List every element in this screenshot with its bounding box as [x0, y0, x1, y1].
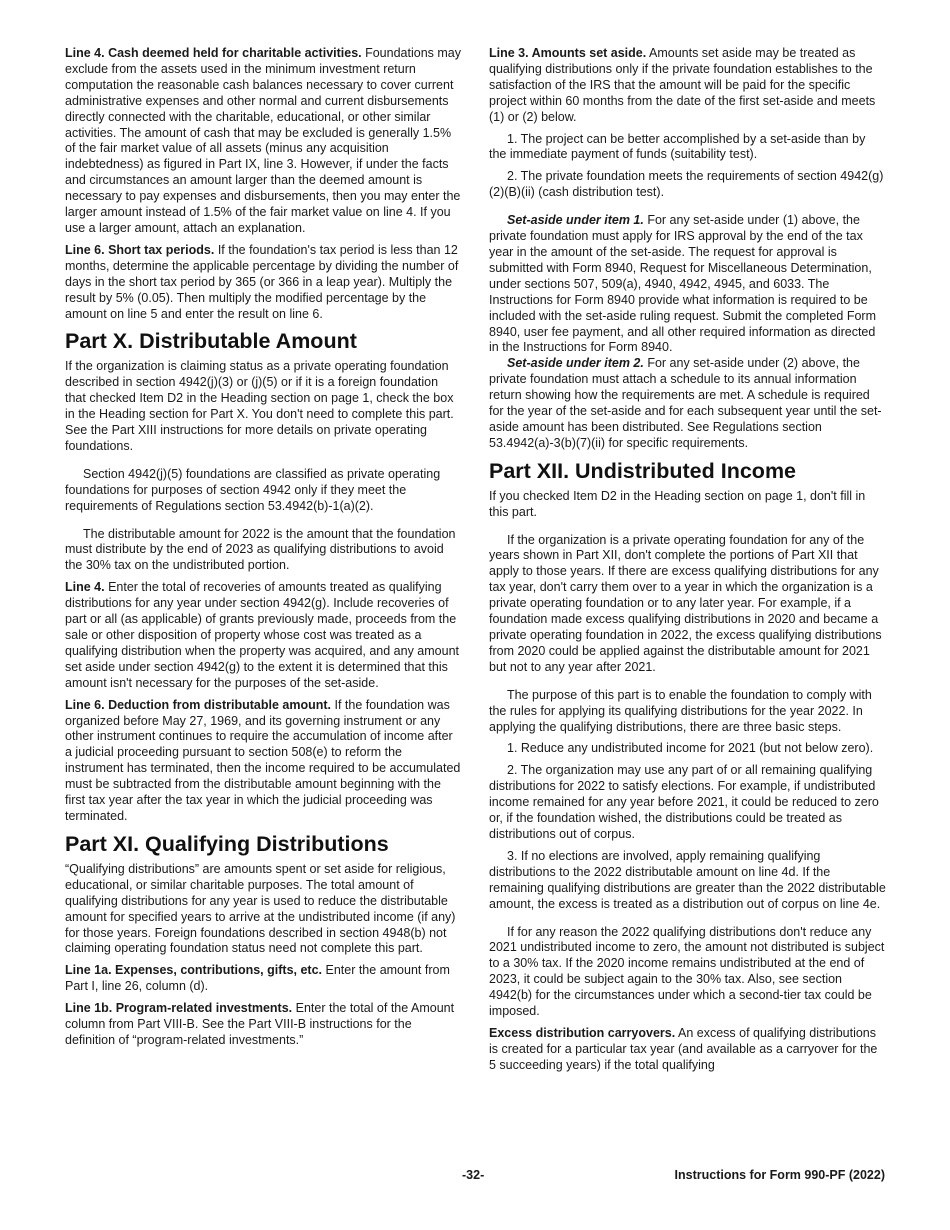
part-x-line4-paragraph [65, 580, 462, 691]
part-x-distributable-note: The distributable amount for 2022 is the amount that the foundation must distribute by the end of 2023 as qualifying distributions to avoid the 30% tax on the undistributed portion. [65, 526, 456, 573]
part-xii-intro: If you checked Item D2 in the Heading section on page 1, don't fill in this part. [489, 488, 866, 519]
line3-text: Amounts set aside may be treated as qualifying distributions only if the private foundation establishes to the satisfaction of the IRS that the amount will be paid for the specific project within 60 months from the date of the first set-aside and meets (1) or (2) below. [489, 46, 876, 124]
setaside-1-heading: Set-aside under item 1. [507, 213, 644, 228]
setaside-2-paragraph [489, 356, 886, 451]
line1a-heading: Line 1a. Expenses, contributions, gifts, etc. [65, 963, 323, 978]
line6-short-text: If the foundation's tax period is less than 12 months, determine the applicable percentage by dividing the number of days in the short tax period by 365 (or 366 in a leap year). Multiply the result by 5% (0.05). Then multiply the modified percentage by the amount on line 5 and enter the result on line 6. [65, 242, 459, 321]
part-x-intro: If the organization is claiming status as a private operating foundation described in section 4942(j)(3) or (j)(5) or if it is a foreign foundation that checked Item D2 in the Heading section on page 1, check the box in the Heading section for Part X. You don't need to complete this part. See the Part XIII instructions for more details on private operating foundations. [65, 359, 454, 453]
setaside-2-text: For any set-aside under (2) above, the private foundation must attach a schedule to its annual information return showing how the requirements are met. A schedule is required for the year of the set-aside and for each subsequent year until the set-aside amount has been distributed. See Regulations section 53.4942(a)-3(b)(7)(ii) for specific requirements. [489, 356, 882, 450]
line4-cash-heading: Line 4. Cash deemed held for charitable activities. [65, 46, 362, 60]
line1b-heading: Line 1b. Program-related investments. [65, 1001, 293, 1016]
line4-cash-paragraph [65, 46, 462, 237]
part-xii-tax-note: If for any reason the 2022 qualifying distributions don't reduce any 2021 undistributed income to zero, the amount not distributed is subject to a 30% tax. If the 2020 income remains undistributed at the end of 2023, it could be subject again to the 30% tax. Also, see section 4942(b) for the circumstances under which a second-tier tax could be imposed. [489, 924, 885, 1019]
setaside-2-heading: Set-aside under item 2. [507, 356, 644, 371]
left-column [65, 46, 462, 1055]
part-xi-heading: Part XI. Qualifying Distributions [65, 831, 389, 856]
line4-cash-text: Foundations may exclude from the assets used in the minimum investment return computation the reasonable cash balances necessary to cover current administrative expenses and other normal and current disbursements directly connected with the charitable, educational, or other similar activities. The amount of cash that may be excluded is generally 1.5% of the fair market value of all assets (minus any acquisition indebtedness) as figured in Part IX, line 3. However, if under the facts and circumstances an amount larger than the deemed amount is necessary to pay expenses and disbursements, then you may enter the larger amount instead of 1.5% of the fair market value on line 4. If you use a larger amount, attach an explanation. [65, 46, 461, 235]
setaside-1-paragraph [489, 213, 886, 356]
part-xii-step-1: 1. Reduce any undistributed income for 2021 (but not below zero). [507, 741, 874, 756]
excess-carryover-text: An excess of qualifying distributions is created for a particular tax year (and available as a carryover for the 5 succeeding years) if the total qualifying [489, 1025, 878, 1072]
line1a-paragraph [65, 963, 462, 995]
part-x-line4-heading: Line 4. [65, 580, 105, 595]
part-x-line4-text: Enter the total of recoveries of amounts treated as qualifying distributions for any year under section 4942(g). Include recoveries of part or all (as applicable) of grants previously made, proceeds from the sale or other disposition of property whose cost was treated as a qualifying distribution when the property was acquired, and any amount set aside under section 4942(g) to the extent it is determined that this amount isn't necessary for the purposes of the set-aside. [65, 580, 459, 690]
part-xii-operating-note: If the organization is a private operating foundation for any of the years shown in Part XII, don't complete the portions of Part XII that apply to those years. If there are excess qualifying distributions for any tax year, don't carry them over to a year in which the organization is a private operating foundation or to any later year. For example, if a foundation made excess qualifying distributions in 2020 and became a private operating foundation in 2022, the excess qualifying distributions from 2020 could be applied against the distributable amount for 2021 but not to any year after 2021. [489, 532, 882, 674]
part-x-line6-text: If the foundation was organized before May 27, 1969, and its governing instrument or any other instrument continues to require the accumulation of income after a judicial proceeding pursuant to section 508(e) to reform the instrument has terminated, then the income required to be accumulated must be subtracted from the distributable amount beginning with the first tax year after the tax year in which the judicial proceeding was terminated. [65, 697, 461, 823]
line1b-paragraph [65, 1001, 462, 1049]
part-x-line6-paragraph [65, 698, 462, 825]
part-xii-step-3: 3. If no elections are involved, apply remaining qualifying distributions to the 2022 distributable amount on line 4d. If the remaining qualifying distributions are greater than the 2022 distributable amount, the excess is treated as a distribution out of corpus on line 4e. [489, 848, 886, 911]
right-column [489, 46, 886, 1080]
line1b-text: Enter the total of the Amount column from Part VIII-B. See the Part VIII-B instructions for the definition of “program-related investments.” [65, 1001, 455, 1047]
page-number: -32- [462, 1168, 485, 1182]
part-xi-intro: “Qualifying distributions” are amounts spent or set aside for religious, educational, or similar charitable purposes. The total amount of qualifying distributions for any year is used to reduce the distributable amount for specified years to arrive at the undistributed income (if any) for those years. Foreign foundations described in section 4948(b) not claiming operating foundation status need not complete this part. [65, 861, 456, 956]
part-x-heading: Part X. Distributable Amount [65, 329, 357, 354]
part-xii-step-2: 2. The organization may use any part of or all remaining qualifying distributions for 2022 to satisfy elections. For example, if undistributed income remained for any year before 2021, it could be reduced to zero or, if the foundation wished, the distributions could be treated as distributions out of corpus. [489, 763, 879, 841]
part-x-section-note: Section 4942(j)(5) foundations are classified as private operating foundations for purposes of section 4942 only if they meet the requirements of Regulations section 53.4942(b)-1(a)(2). [65, 466, 441, 513]
line3-item-1: 1. The project can be better accomplished by a set-aside than by the immediate payment of funds (suitability test). [489, 131, 866, 162]
part-xii-heading: Part XII. Undistributed Income [489, 458, 797, 483]
setaside-1-text: For any set-aside under (1) above, the private foundation must apply for IRS approval by the end of the tax year in the amount of the set-aside. The request for approval is submitted with Form 8940, Request for Miscellaneous Determination, under sections 507, 509(a), 4940, 4942, 4945, and 6033. The Instructions for Form 8940 provide what information is required to be included with the set-aside ruling request. Submit the completed Form 8940, user fee payment, and all other required information as directed in the Instructions for Form 8940. [489, 213, 876, 355]
line3-paragraph [489, 46, 886, 126]
footer-form-title: Instructions for Form 990-PF (2022) [674, 1168, 885, 1182]
line3-heading: Line 3. Amounts set aside. [489, 46, 647, 60]
line6-short-paragraph [65, 243, 462, 323]
excess-carryover-heading: Excess distribution carryovers. [489, 1025, 676, 1040]
line3-item-2: 2. The private foundation meets the requirements of section 4942(g)(2)(B)(ii) (cash distribution test). [489, 169, 884, 200]
line6-short-heading: Line 6. Short tax periods. [65, 242, 215, 257]
line1a-text: Enter the amount from Part I, line 26, column (d). [65, 963, 450, 994]
excess-carryover-paragraph [489, 1026, 886, 1074]
part-xii-purpose: The purpose of this part is to enable the foundation to comply with the rules for applying its qualifying distributions for the year 2022. In applying the qualifying distributions, there are three basic steps. [489, 687, 872, 734]
part-x-line6-heading: Line 6. Deduction from distributable amount. [65, 697, 331, 712]
